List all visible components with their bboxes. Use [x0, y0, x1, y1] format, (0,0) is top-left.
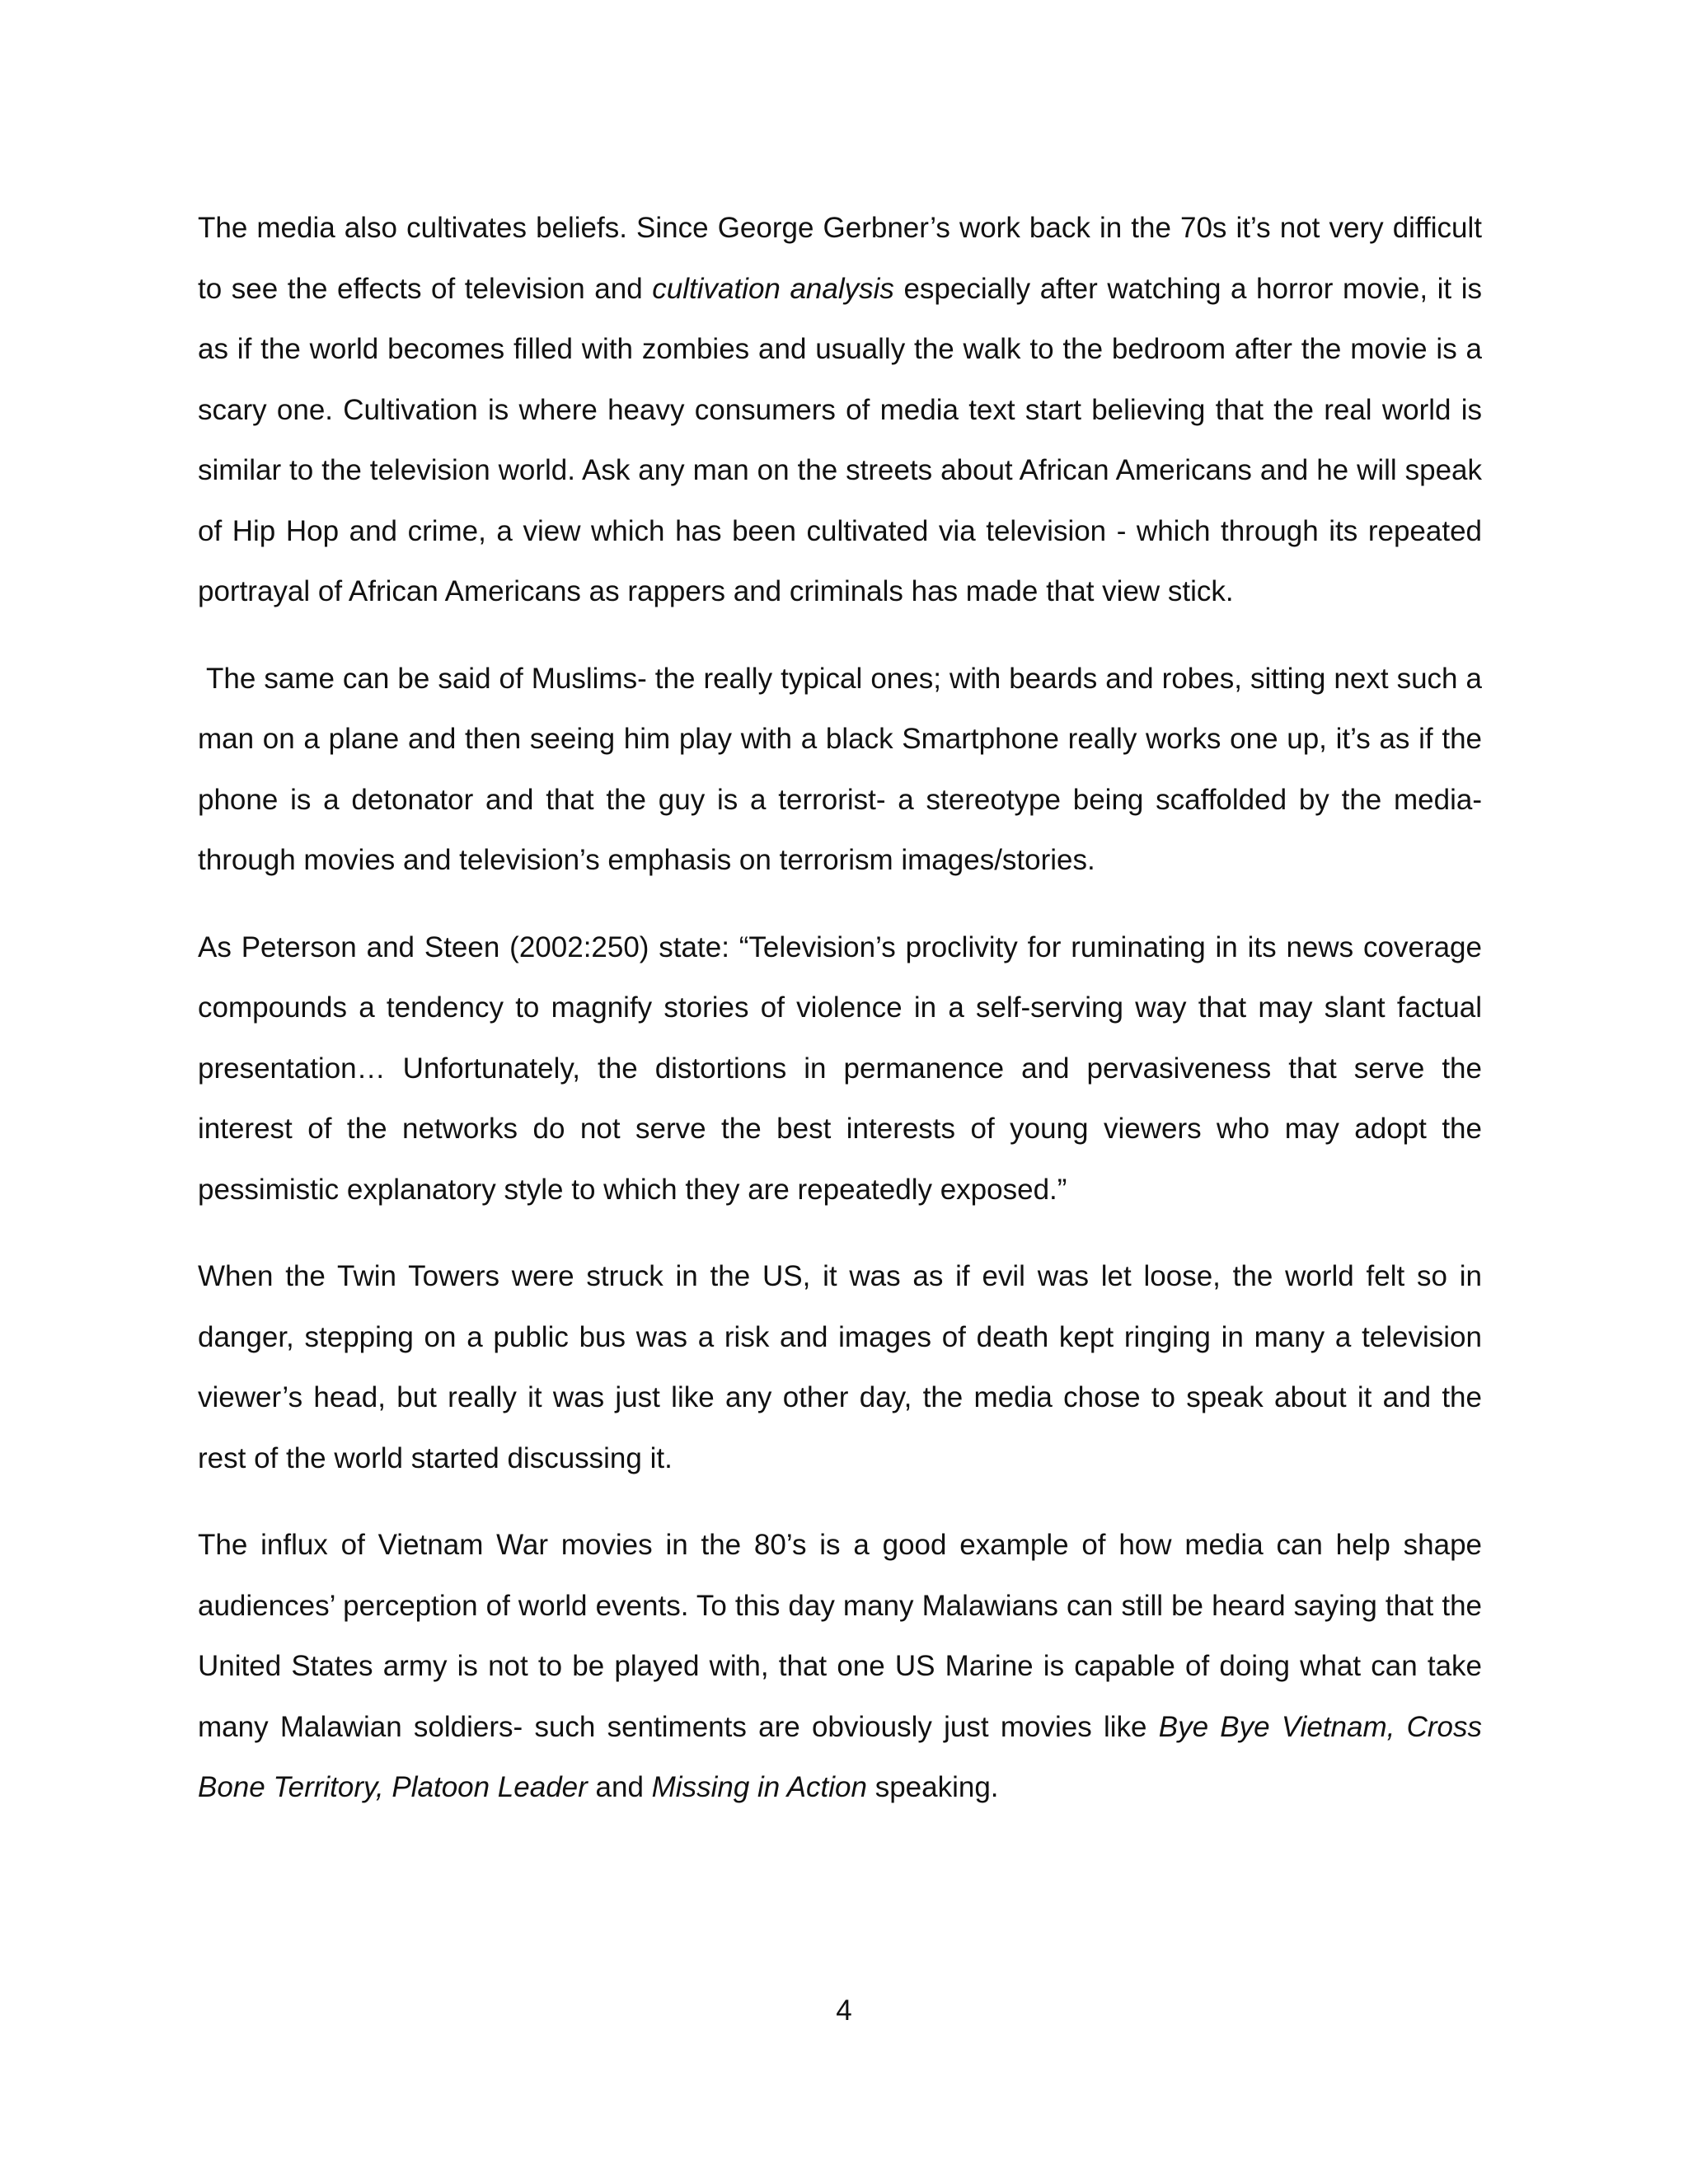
paragraph-text: especially after watching a horror movie, it is as if the world becomes filled with zombies and usually the walk to the bedroom after the movie is a scary one. Cultivation is where heavy consumers of media text start believing that the real world is similar to the television world. Ask any man on the streets about African Americans and he will speak of Hip Hop and crime, a view which has been cultivated via television - which through its repeated portrayal of African Americans as rappers and criminals has made that view stick. — [198, 272, 1482, 607]
italic-movie-titles: Bye Bye Vietnam, Cross Bone Territory, Platoon Leader — [198, 1710, 1482, 1803]
paragraph-cultivation — [198, 198, 1482, 622]
paragraph-text: The same can be said of Muslims- the really typical ones; with beards and robes, sitting next such a man on a plane and then seeing him play with a black Smartphone really works one up, it’s as if the phone is a detonator and that the guy is a terrorist- a stereotype being scaffolded by the media- through movies and television’s emphasis on terrorism images/stories. — [198, 662, 1482, 876]
paragraph-text: As Peterson and Steen (2002:250) state: “Television’s proclivity for ruminating in its news coverage compounds a tendency to magnify stories of violence in a self-serving way that may slant factual presentation… Unfortunately, the distortions in permanence and pervasiveness that serve the interest of the networks do not serve the best interests of young viewers who may adopt the pessimistic explanatory style to which they are repeatedly exposed.” — [198, 930, 1482, 1206]
paragraph-twin-towers — [198, 1246, 1482, 1488]
italic-term: cultivation analysis — [652, 272, 894, 305]
paragraph-text: The influx of Vietnam War movies in the 80’s is a good example of how media can help shape audiences’ perception of world events. To this day many Malawians can still be heard saying that the United States army is not to be played with, that one US Marine is capable of doing what can take many Malawian soldiers- such sentiments are obviously just movies like — [198, 1529, 1482, 1743]
paragraph-text: The media also cultivates beliefs. Since George Gerbner’s work back in the 70s it’s not very difficult to see the effects of television and — [198, 212, 1482, 305]
paragraph-text: When the Twin Towers were struck in the US, it was as if evil was let loose, the world felt so in danger, stepping on a public bus was a risk and images of death kept ringing in many a television viewer’s head, but really it was just like any other day, the media chose to speak about it and the rest of the world started discussing it. — [198, 1260, 1482, 1474]
paragraph-text: speaking. — [866, 1771, 999, 1803]
paragraph-vietnam-movies — [198, 1515, 1482, 1818]
page-number: 4 — [836, 1994, 852, 2027]
body-text — [198, 198, 1482, 1818]
paragraph-muslims — [198, 649, 1482, 891]
italic-movie-title: Missing in Action — [651, 1771, 867, 1803]
paragraph-peterson-quote — [198, 917, 1482, 1221]
paragraph-text: and — [587, 1771, 652, 1803]
